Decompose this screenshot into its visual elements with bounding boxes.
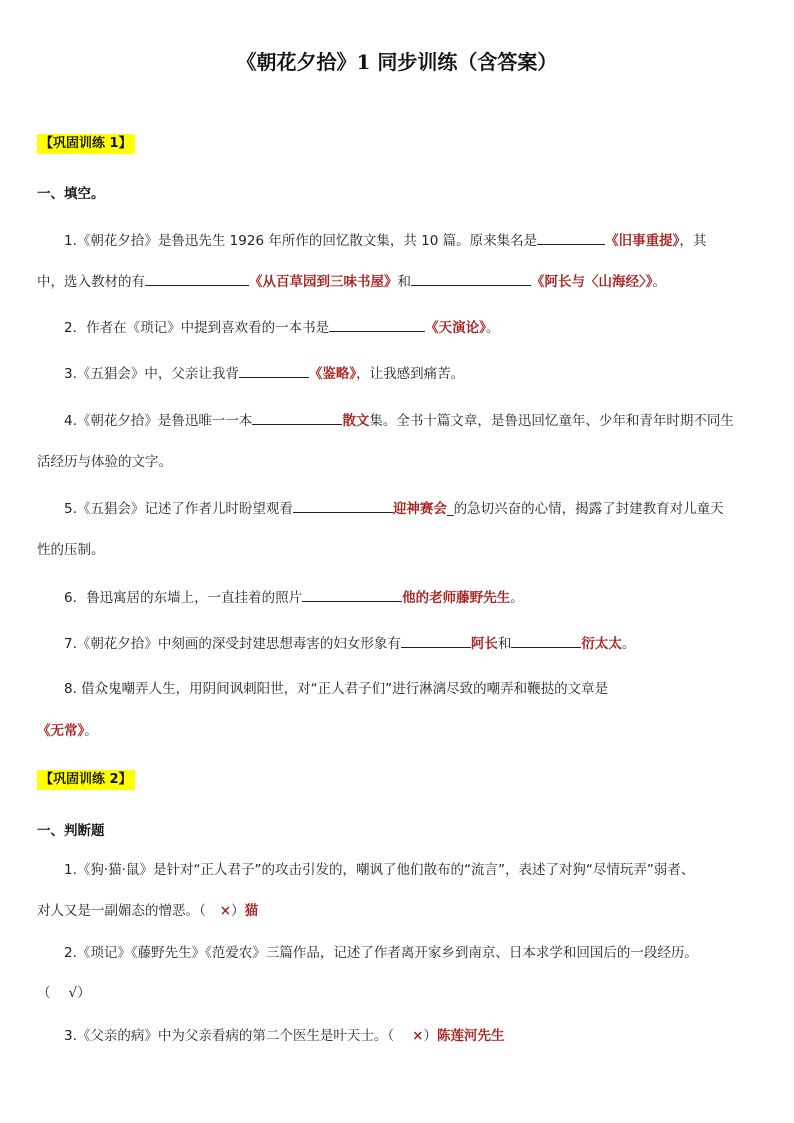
q1-line-2: [37, 271, 666, 292]
j2-text-c: ）: [77, 985, 91, 1001]
q5-line-1: [64, 498, 724, 519]
q2-answer: 《天演论》: [425, 320, 486, 336]
j1-text-c: ）: [231, 903, 245, 919]
q8-answer: 《无常》: [37, 723, 85, 739]
page-title: 《朝花夕拾》1 同步训练（含答案）: [236, 50, 558, 74]
j3-note: 陈莲河先生: [436, 1028, 505, 1044]
q1-text-c: 中，选入教材的有: [37, 274, 145, 290]
j3-line: [64, 1026, 504, 1046]
answer-blank: [302, 587, 402, 602]
j1-line-2: [37, 901, 258, 921]
answer-blank: [401, 633, 471, 648]
q7-text-b: 和: [497, 636, 512, 652]
q3-text-a: 3.《五猖会》中，父亲让我背: [64, 366, 239, 382]
answer-blank: [252, 410, 342, 425]
section-heading-fill: 一、填空。: [37, 186, 105, 202]
answer-blank: [537, 230, 605, 245]
q7-text-a: 7.《朝花夕拾》中刻画的深受封建思想毒害的妇女形象有: [64, 636, 401, 652]
q5-answer: 迎神赛会: [392, 501, 447, 517]
q1-text-e: 。: [652, 274, 666, 290]
q1-answer-2: 《从百草园到三味书屋》: [249, 274, 398, 290]
j2-line-2: [37, 983, 91, 1003]
q1-text-b: ，其: [679, 233, 707, 249]
q8-line-1: [64, 679, 608, 699]
q5-text-c: 性的压制。: [37, 542, 105, 558]
q7-answer-1: 阿长: [470, 636, 498, 652]
j2-text-a: 2.《琐记》《藤野先生》《范爱农》三篇作品，记述了作者离开家乡到南京、日本求学和回国后的一段经历。: [64, 945, 698, 961]
q5-line-2: [37, 540, 105, 560]
section-heading-judge: 一、判断题: [37, 823, 105, 839]
q4-line-2: [37, 452, 172, 472]
q6-text-b: 。: [510, 590, 524, 606]
answer-blank: [511, 633, 581, 648]
q4-text-b: 集。全书十篇文章，是鲁迅回忆童年、少年和青年时期不同生: [369, 413, 734, 429]
j1-text-a: 1.《狗·猫·鼠》是针对“正人君子”的攻击引发的，嘲讽了他们散布的“流言”，表述了对狗“尽情玩弄”弱者、: [64, 862, 695, 878]
answer-blank: [239, 363, 309, 378]
answer-blank: [293, 498, 393, 513]
q1-answer-1: 《旧事重提》: [605, 233, 680, 249]
j2-text-b: （: [37, 985, 51, 1001]
q3-answer: 《鉴略》: [308, 366, 357, 382]
q3-line: [64, 363, 464, 384]
q3-text-b: ，让我感到痛苦。: [356, 366, 465, 382]
q8-text-a: 8. 借众鬼嘲弄人生，用阴间讽刺阳世，对“正人君子们”进行淋漓尽致的嘲弄和鞭挞的文章是: [64, 681, 609, 697]
j1-mark: ×: [219, 903, 232, 919]
j2-line-1: [64, 943, 698, 963]
q5-text-b: _的急切兴奋的心情，揭露了封建教育对儿童天: [446, 501, 724, 517]
q8-text-b: 。: [84, 723, 98, 739]
answer-blank: [411, 271, 531, 286]
q4-text-a: 4.《朝花夕拾》是鲁迅唯一一本: [64, 413, 253, 429]
j3-text-a: 3.《父亲的病》中为父亲看病的第二个医生是叶天士。（: [64, 1028, 395, 1044]
q4-line-1: [64, 410, 734, 431]
q2-text-a: 2．作者在《琐记》中提到喜欢看的一本书是: [64, 320, 330, 336]
section-tag-2: 【巩固训练 2】: [37, 770, 135, 790]
q4-answer: 散文: [342, 413, 370, 429]
answer-blank: [329, 317, 425, 332]
q4-text-c: 活经历与体验的文字。: [37, 454, 172, 470]
section-tag-1: 【巩固训练 1】: [37, 134, 135, 154]
j3-text-c: ）: [423, 1028, 437, 1044]
q6-line: [64, 587, 524, 608]
q6-text-a: 6．鲁迅寓居的东墙上，一直挂着的照片: [64, 590, 303, 606]
j1-note: 猫: [244, 903, 259, 919]
q1-line-1: [64, 230, 706, 251]
j3-mark: ×: [412, 1028, 424, 1044]
q2-line: [64, 317, 499, 338]
q7-text-c: 。: [621, 636, 636, 652]
j2-mark: √: [68, 985, 78, 1001]
q8-line-2: [37, 721, 98, 741]
q7-answer-2: 衍太太: [581, 636, 622, 652]
j1-line-1: [64, 860, 694, 880]
q5-text-a: 5.《五猖会》记述了作者儿时盼望观看: [64, 501, 293, 517]
q1-text-d: 和: [397, 274, 411, 290]
q6-answer: 他的老师藤野先生: [402, 590, 511, 606]
q2-text-b: 。: [485, 320, 500, 336]
q1-text-a: 1.《朝花夕拾》是鲁迅先生 1926 年所作的回忆散文集，共 10 篇。原来集名是: [64, 233, 538, 249]
q7-line: [64, 633, 635, 654]
answer-blank: [145, 271, 249, 286]
q1-answer-3: 《阿长与〈山海经〉》: [531, 274, 653, 290]
j1-text-b: 对人又是一副媚态的憎恶。（: [37, 903, 206, 919]
